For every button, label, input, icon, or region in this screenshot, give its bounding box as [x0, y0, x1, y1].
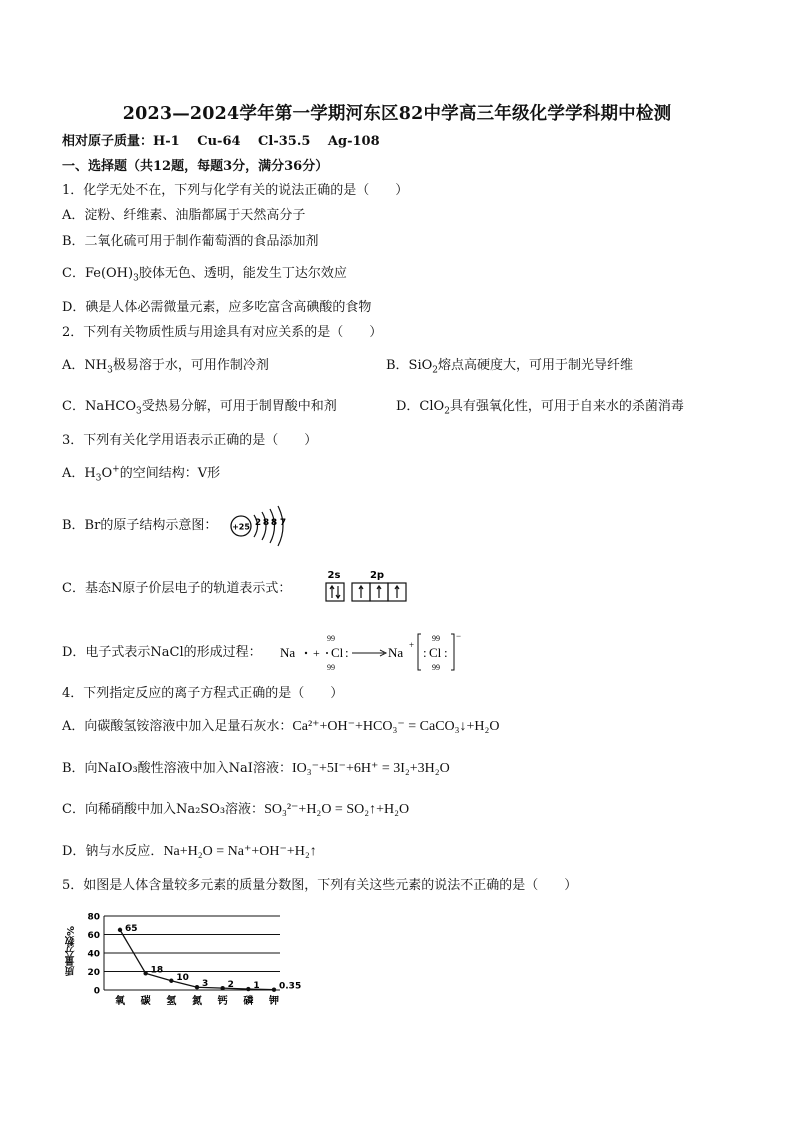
- cl-atom: Cl: [331, 645, 344, 660]
- q2a-sub: 3: [107, 365, 113, 376]
- cl-ion-dots-bottom: 99: [432, 663, 440, 672]
- q1c-post: 胶体无色、透明，能发生丁达尔效应: [138, 266, 347, 281]
- data-point: [246, 987, 250, 991]
- question-3-option-a: [62, 466, 220, 482]
- q2d-sub: 2: [444, 406, 450, 417]
- shell-count-2: 8: [262, 518, 270, 528]
- question-2-option-d: [396, 399, 684, 415]
- data-label: 18: [150, 965, 164, 976]
- q2b-post: 熔点高硬度大，可用于制光导纤维: [438, 358, 634, 373]
- q2c-pre: C．NaHCO: [62, 399, 137, 414]
- chart-y-axis-label: 质量分数%: [66, 926, 77, 977]
- q4a-pre: A．向碳酸氢铵溶液中加入足量石灰水：: [62, 719, 293, 734]
- question-5-stem: 5．如图是人体含量较多元素的质量分数图，下列有关这些元素的说法不正确的是（ ）: [62, 878, 578, 893]
- element-mass-chart: [62, 906, 302, 1018]
- q1c-pre: C．Fe(OH): [62, 266, 134, 281]
- question-4-option-d: [62, 844, 317, 860]
- data-point: [143, 971, 147, 975]
- q2c-sub: 3: [136, 406, 142, 417]
- orbital-box-2s: [326, 583, 344, 601]
- y-tick-label: 40: [87, 949, 100, 960]
- question-4-stem: 4．下列指定反应的离子方程式正确的是（ ）: [62, 686, 344, 701]
- question-3-option-b: B．Br的原子结构示意图：: [62, 518, 218, 533]
- question-1-option-d: D．碘是人体必需微量元素，应多吃富含高碘酸的食物: [62, 300, 372, 315]
- data-label: 0.35: [279, 981, 302, 992]
- data-label: 2: [227, 980, 234, 991]
- question-4-option-b: [62, 761, 450, 777]
- orbital-label-2s: 2s: [327, 570, 341, 581]
- series-line: [120, 930, 274, 990]
- cl-colon: :: [345, 645, 349, 660]
- q2d-post: 具有强氧化性，可用于自来水的杀菌消毒: [449, 399, 684, 414]
- left-bracket: [418, 634, 421, 670]
- cl-colon-left: :: [423, 645, 427, 660]
- question-1-option-a: A．淀粉、纤维素、油脂都属于天然高分子: [62, 208, 306, 223]
- right-bracket: [451, 634, 454, 670]
- q4d-eq: Na+H₂O = Na⁺+OH⁻+H₂↑: [163, 844, 317, 859]
- y-tick-label: 20: [87, 968, 100, 978]
- svg-text:99: 99: [327, 663, 335, 672]
- page-title: 2023—2024学年第一学期河东区82中学高三年级化学学科期中检测: [122, 104, 672, 124]
- data-label: 1: [253, 981, 260, 992]
- q3a-post: 的空间结构：V形: [119, 466, 221, 481]
- question-4-option-a: [62, 719, 500, 735]
- q1c-sub: 3: [133, 273, 139, 284]
- question-2-stem: 2．下列有关物质性质与用途具有对应关系的是（ ）: [62, 325, 383, 340]
- x-tick-label: 碳: [140, 996, 151, 1007]
- na-ion-charge: +: [409, 640, 415, 650]
- na-atom: Na: [280, 645, 296, 660]
- question-1-stem: 1．化学无处不在，下列与化学有关的说法正确的是（ ）: [62, 183, 409, 198]
- nacl-formation-diagram: [280, 630, 470, 672]
- x-tick-label: 氮: [192, 996, 202, 1007]
- x-tick-label: 氧: [115, 996, 125, 1007]
- cl-ion-dots-top: 99: [432, 634, 440, 643]
- q4c-pre: C．向稀硝酸中加入Na₂SO₃溶液：: [62, 802, 265, 817]
- data-label: 10: [176, 972, 189, 983]
- question-2-option-b: [386, 358, 633, 374]
- question-3-option-c: C．基态N原子价层电子的轨道表示式：: [62, 581, 292, 596]
- question-3-option-d: D．电子式表示NaCl的形成过程：: [62, 645, 262, 660]
- question-3-stem: 3．下列有关化学用语表示正确的是（ ）: [62, 433, 318, 448]
- x-tick-label: 氢: [166, 996, 177, 1007]
- shell-count-3: 8: [270, 518, 278, 528]
- q4d-pre: D．钠与水反应．: [62, 844, 164, 859]
- q3a-sup: +: [112, 464, 120, 475]
- orbital-label-2p: 2p: [369, 570, 385, 581]
- data-point: [118, 928, 122, 932]
- data-label: 3: [202, 979, 209, 990]
- nucleus-charge: +25: [232, 522, 250, 532]
- q2b-pre: B．SiO: [386, 358, 433, 373]
- q4c-eq: SO₃²⁻+H₂O = SO₂↑+H₂O: [264, 802, 410, 817]
- q4b-eq: IO₃⁻+5I⁻+6H⁺ = 3I₂+3H₂O: [291, 761, 450, 776]
- q3a-sub: 3: [95, 473, 102, 484]
- x-tick-label: 钙: [217, 996, 228, 1007]
- x-tick-label: 钾: [269, 996, 279, 1007]
- question-2-option-c: [62, 399, 337, 415]
- q2a-post: 极易溶于水，可用作制冷剂: [112, 358, 269, 373]
- data-point: [195, 985, 199, 989]
- q2a-pre: A．NH: [62, 358, 108, 373]
- q2d-pre: D．ClO: [396, 399, 445, 414]
- y-tick-label: 60: [87, 931, 100, 941]
- data-label: 65: [125, 923, 138, 934]
- section-heading: 一、选择题（共12题，每题3分，满分36分）: [62, 159, 329, 174]
- q2b-sub: 2: [432, 365, 439, 376]
- data-point: [220, 986, 224, 990]
- shell-count-1: 2: [254, 518, 262, 528]
- q2c-post: 受热易分解，可用于制胃酸中和剂: [141, 399, 337, 414]
- cl-ion-charge: −: [456, 631, 462, 641]
- x-tick-label: 磷: [243, 996, 254, 1007]
- question-2-option-a: [62, 358, 269, 374]
- svg-text:99: 99: [327, 634, 335, 643]
- q4b-pre: B．向NaIO₃酸性溶液中加入NaI溶液：: [62, 761, 292, 776]
- data-point: [272, 987, 276, 991]
- question-1-option-c: [62, 266, 347, 282]
- question-1-option-b: B．二氧化硫可用于制作葡萄酒的食品添加剂: [62, 234, 319, 249]
- shell-count-4: 7: [279, 518, 287, 528]
- chart-svg: [62, 906, 302, 1018]
- cl-ion: Cl: [429, 645, 442, 660]
- plus-sign: +: [313, 646, 320, 660]
- cl-colon-right: :: [444, 645, 448, 660]
- n-orbital-diagram: [322, 566, 410, 606]
- y-tick-label: 80: [87, 912, 100, 923]
- data-point: [169, 979, 173, 983]
- electron-arrows: [330, 586, 399, 598]
- q4a-eq: Ca²⁺+OH⁻+HCO₃⁻ = CaCO₃↓+H₂O: [292, 719, 500, 734]
- y-tick-label: 0: [93, 986, 100, 997]
- q3a-pre: A．H: [62, 466, 96, 481]
- q3a-mid: O: [101, 466, 113, 481]
- na-ion: Na: [388, 645, 404, 660]
- atomic-mass-line: 相对原子质量：H-1 Cu-64 Cl-35.5 Ag-108: [62, 134, 380, 149]
- na-electron-dot: [305, 652, 307, 654]
- question-4-option-c: [62, 802, 409, 818]
- br-atomic-structure-diagram: [228, 505, 300, 547]
